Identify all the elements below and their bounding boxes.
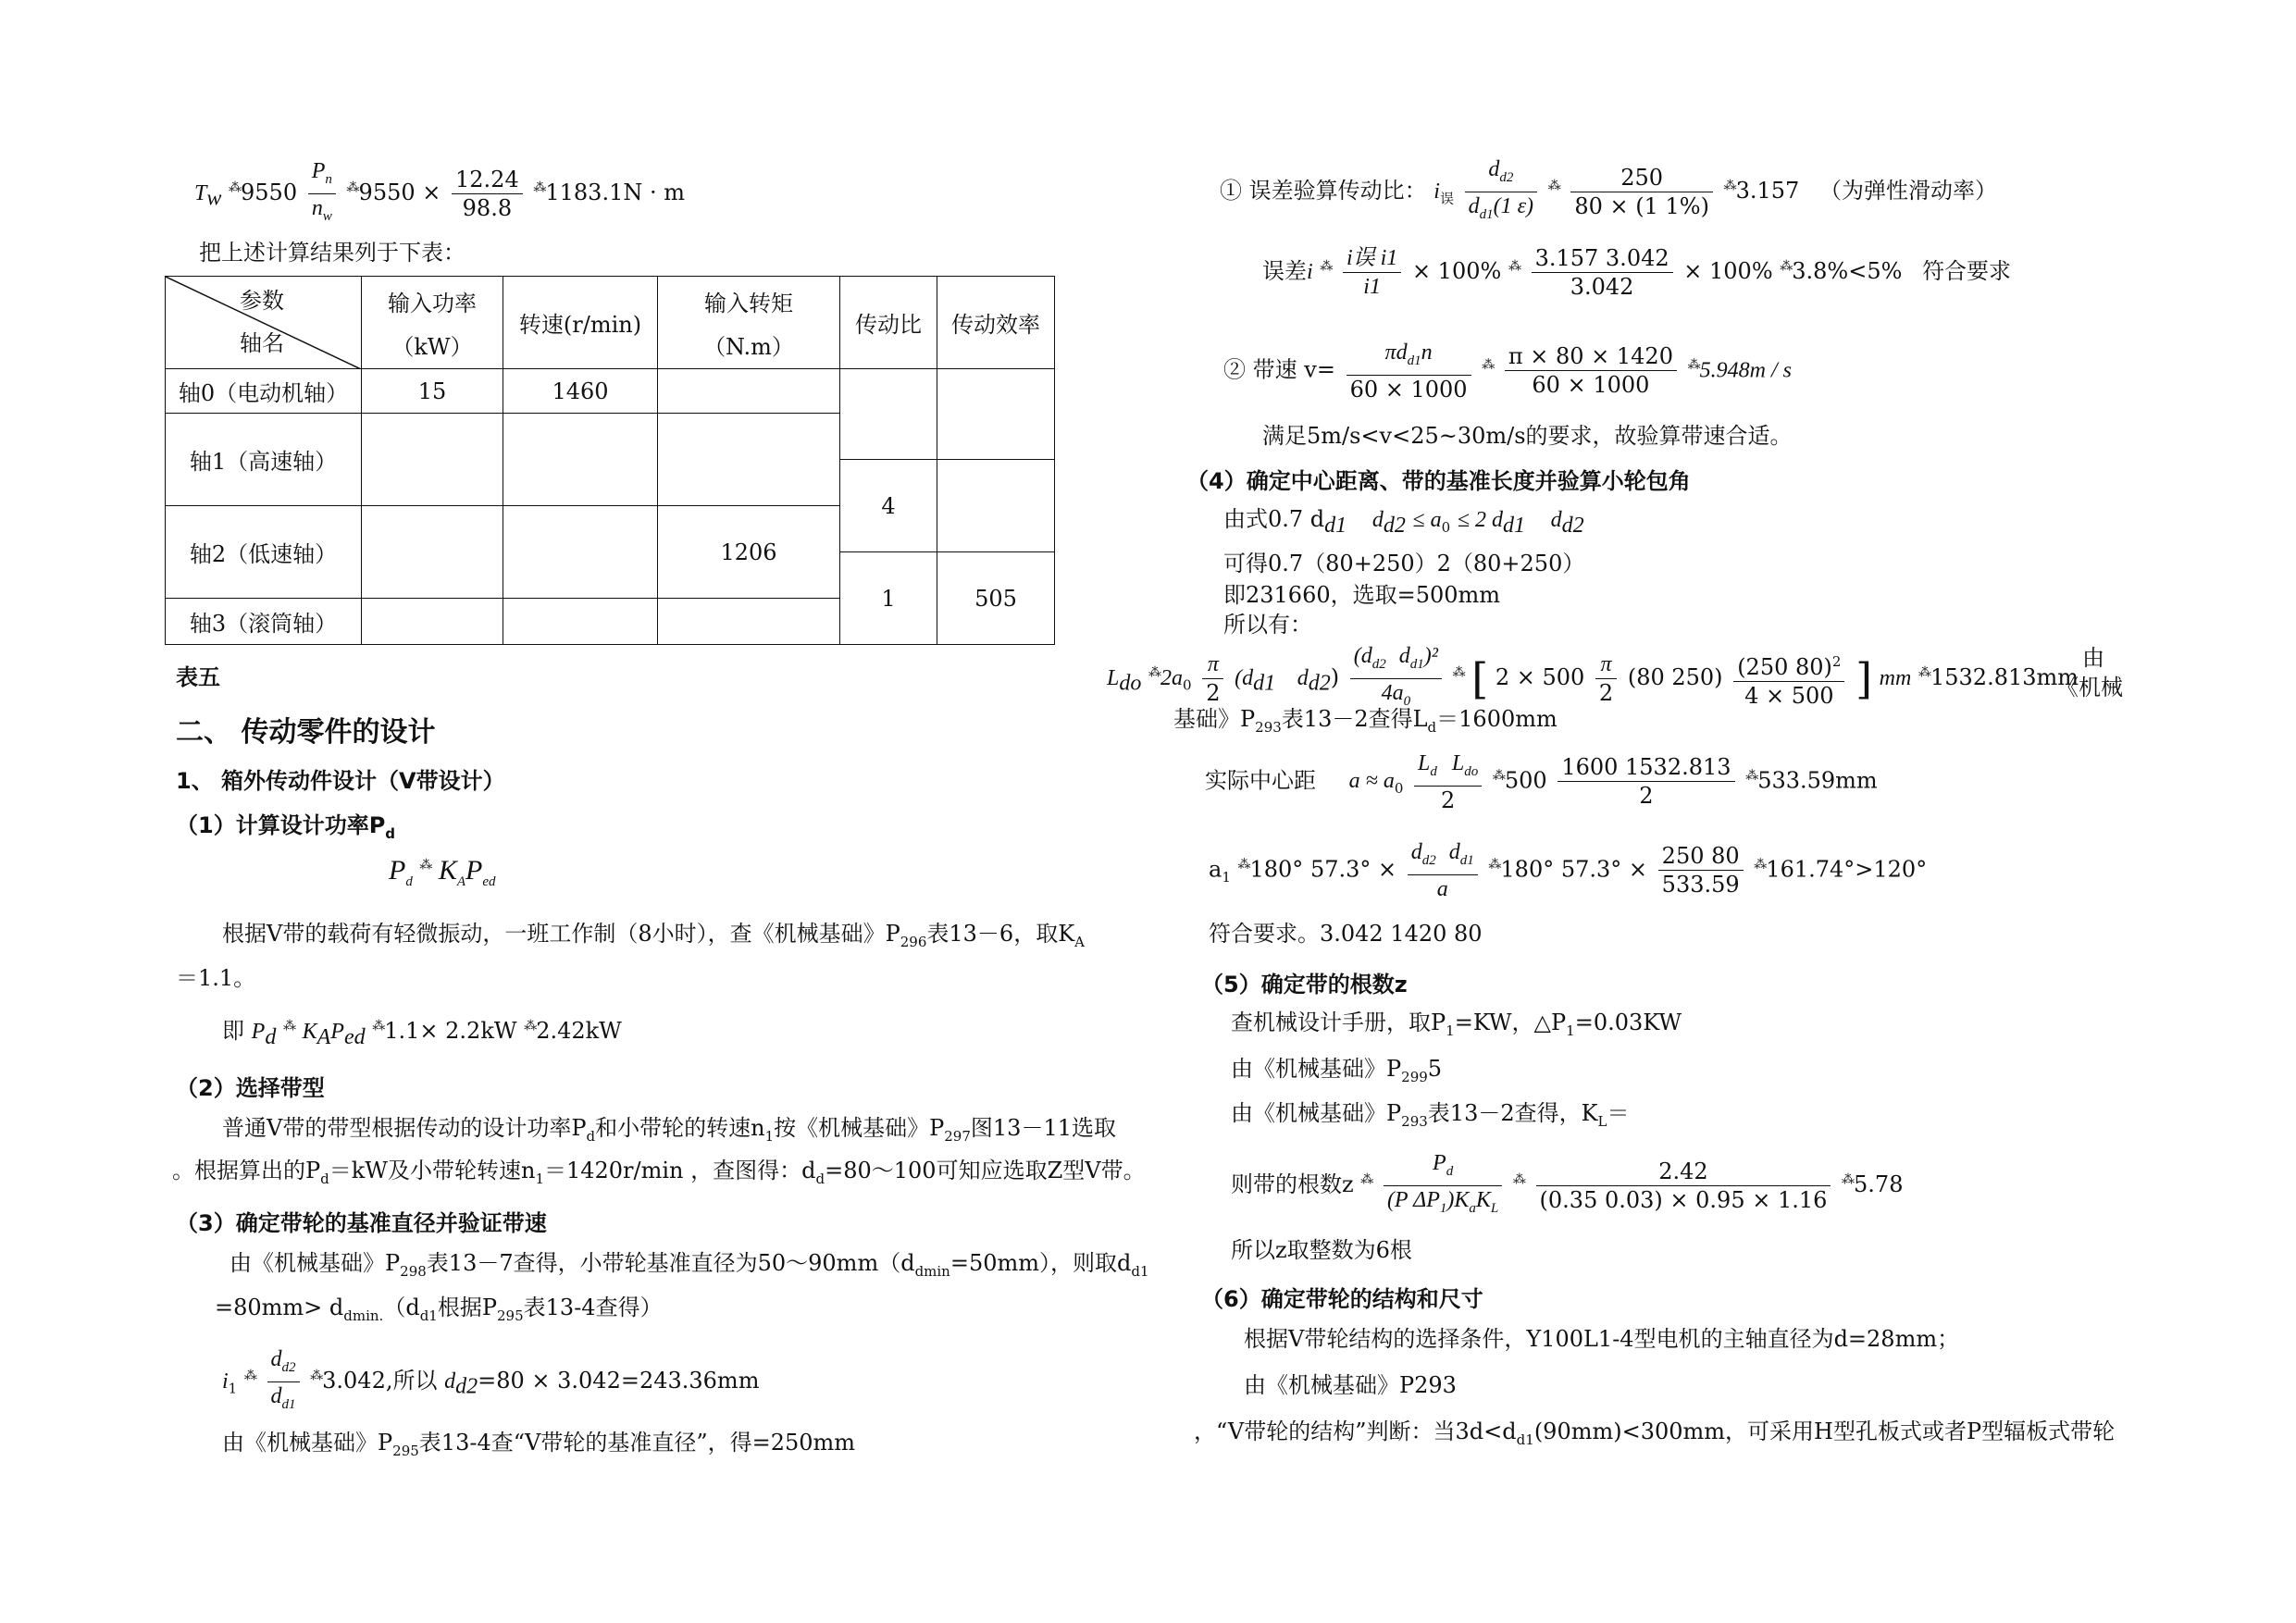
step4-inequality: 由式0.7 $d_{d1}$ $d_{d2} \le a_0 \le 2$ $d_{d1}$ $d_{d2}$	[1223, 506, 1584, 538]
row3-power	[362, 599, 503, 645]
row1-speed	[503, 414, 658, 506]
para-2-cont: 。根据算出的$P_d=kW$及小带轮转速$n_1=1420r/\min$ ，查图得：$d_d=80\sim 100$可知应选取Z型V带。	[172, 1158, 1146, 1187]
step5-a: 查机械设计手册，取$P_1=KW$，$\triangle P_1=0.03KW$	[1231, 1010, 1682, 1039]
belt-count-note: 所以z取整数为6根	[1231, 1237, 1412, 1263]
check-ratio: ① 误差验算传动比： $i_误$ $\frac{d_{d2}}{d_{d1}(1 \varepsilon)}$ ⁂ $\frac{250}{80 \times (1 1\%)}$ ⁂3.157 （为弹性滑动率）	[1220, 157, 1997, 222]
para-1: 根据V带的载荷有轻微振动，一班工作制（8小时），查《机械基础》$P_{296}$表13－6，取$K_A$	[222, 921, 1085, 950]
eff-empty-b	[937, 460, 1055, 552]
row1-torque	[658, 414, 840, 506]
eq-ldo: $L_{do}$ $^⁂2a_0$ $\frac{\pi}{2}$ ($d_{d1}$ $d_{d2}$) $\frac{(d_{d2} d_{d1})^2}{4a_0}$ ⁂ [ 2 × 500 $\frac{\pi}{2}$ (80 250) $\frac{(250 80)^2}{4 \times 500}$ ] mm ⁂1532.813mm	[1107, 644, 2079, 709]
step6-c: ，“V带轮的结构”判断：当$3d<d_{d1}(90mm)<300mm$，可采用H型孔板式或者P型辐板式带轮	[1194, 1419, 2116, 1448]
header-efficiency: 传动效率	[937, 277, 1055, 369]
step4-so: 所以有：	[1223, 612, 1312, 638]
ldo-side-2: 《机械	[2056, 675, 2123, 700]
header-power: 输入功率 （kW）	[362, 277, 503, 369]
step4-range: 可得0.7（80+250）2（80+250）	[1223, 551, 1585, 576]
row0-power: 15	[362, 369, 503, 414]
para-3-cont: $=80mm> d_{dmin.}(d_{d1}$根据$P_{295}$表13-4查得）	[215, 1295, 663, 1324]
row1-name: 轴1（高速轴）	[166, 414, 362, 506]
step2-title: （2）选择带型	[176, 1075, 325, 1101]
step1-title: （1）计算设计功率$P_d$	[176, 812, 396, 842]
row3-speed	[503, 599, 658, 645]
intro-text: 把上述计算结果列于下表：	[199, 240, 465, 266]
row2-torque: 1206	[658, 506, 840, 599]
ratio-empty	[840, 369, 937, 460]
para-3: 由《机械基础》$P_{298}$表13－7查得，小带轮基准直径为$50\sim 90mm(d_{dmin}=50mm)$，则取$d_{d1}$	[230, 1250, 1149, 1280]
step4-title: （4）确定中心距离、带的基准长度并验算小轮包角	[1186, 468, 1691, 494]
table-caption: 表五	[176, 664, 220, 690]
row3-name: 轴3（滚筒轴）	[166, 599, 362, 645]
row2-speed	[503, 506, 658, 599]
ldo-cont: 基础》$P_{293}$表13－2查得$L_d=1600mm$	[1173, 706, 1558, 736]
corner-bottom: 轴名	[240, 330, 284, 356]
subsection-1: 1、 箱外传动件设计（V带设计）	[176, 768, 505, 794]
step5-c: 由《机械基础》$P_{293}$表13－2查得，$K_L=$	[1231, 1100, 1630, 1130]
para-1-cont: ＝1.1。	[176, 965, 256, 991]
ratio-b: 1	[840, 552, 937, 645]
row2-name: 轴2（低速轴）	[166, 506, 362, 599]
eq-pd2: 即 $P_d$ ⁂ $K_AP_{ed}$ ⁂1.1× 2.2kW ⁂2.42kW	[222, 1018, 622, 1049]
row0-name: 轴0（电动机轴）	[166, 369, 362, 414]
belt-count: 则带的根数z ⁂ $\frac{P_d}{(P \Delta P_1)K_aK_L}$ ⁂ $\frac{2.42}{(0.35 0.03) \times 0.95 \times 1.16}$ ⁂5.78	[1231, 1151, 1904, 1216]
corner-cell	[166, 277, 362, 369]
row3-torque	[658, 599, 840, 645]
row1-power	[362, 414, 503, 506]
step5-title: （5）确定带的根数z	[1201, 972, 1408, 997]
para-4: 由《机械基础》$P_{295}$表13-4查“V带轮的基准直径”，得=250mm	[222, 1430, 856, 1459]
step6-a: 根据V带轮结构的选择条件，Y100L1-4型电机的主轴直径为d=28mm；	[1244, 1326, 1960, 1352]
parameter-table	[165, 276, 1055, 645]
corner-top: 参数	[240, 288, 284, 314]
eff-b: 505	[937, 552, 1055, 645]
error-check: 误差i ⁂ $\frac{\text{i误 i1}}{i1}$ × 100% ⁂ $\frac{3.157 3.042}{3.042}$ × 100% ⁂3.8%<5% 符合要求	[1262, 245, 2012, 300]
header-ratio: 传动比	[840, 277, 937, 369]
header-speed: 转速(r/min)	[503, 277, 658, 369]
step6-b: 由《机械基础》P293	[1244, 1372, 1457, 1398]
step5-b: 由《机械基础》$P_{299}5$	[1231, 1056, 1443, 1085]
ratio-a: 4	[840, 460, 937, 552]
header-torque: 输入转矩 （N.m）	[658, 277, 840, 369]
step3-title: （3）确定带轮的基准直径并验证带速	[176, 1210, 547, 1236]
para-2: 普通V带的带型根据传动的设计功率$P_d$和小带轮的转速$n_1$按《机械基础》$P_{297}$图13－11选取	[222, 1115, 1116, 1145]
eq-pd: $P_d$ ⁂ $K_AP_{ed}$	[389, 855, 496, 889]
belt-speed: ② 带速 v= $\frac{\pi d_{d1}n}{60 \times 1000}$ ⁂ $\frac{\pi \times 80 \times 1420}{60 \times 1000}$ ⁂5.948m / s	[1223, 341, 1792, 403]
eq-tw: $T_w$ ⁂9550 $\frac{P_n}{n_w}$ ⁂9550 × $\frac{12.24}{98.8}$ ⁂1183.1N · m	[194, 159, 685, 224]
angle-ok: 符合要求。3.042 1420 80	[1209, 921, 1483, 947]
row0-speed: 1460	[503, 369, 658, 414]
speed-note: 满足5m/s<v<25~30m/s的要求，故验算带速合适。	[1262, 423, 1793, 449]
section-title: 二、 传动零件的设计	[176, 716, 436, 749]
eff-empty-a	[937, 369, 1055, 460]
ldo-side-1: 由	[2082, 645, 2104, 671]
row2-power	[362, 506, 503, 599]
actual-center: 实际中心距 $a \approx a_0$ $\frac{L_d L_{do}}{2}$ ⁂500 $\frac{1600 1532.813}{2}$ ⁂533.59mm	[1205, 751, 1878, 813]
step4-choice: 即231660，选取=500mm	[1223, 582, 1501, 608]
eq-i1: $i_1$ ⁂ $\frac{d_{d2}}{d_{d1}}$ ⁂3.042,所以 $d_{d2}=80 \times 3.042=243.36mm$	[222, 1347, 760, 1412]
wrap-angle: $a_1$ ⁂180° 57.3° × $\frac{d_{d2} d_{d1}}{a}$ ⁂180° 57.3° × $\frac{250 80}{533.59}$ ⁂161.74°>120°	[1209, 840, 1928, 901]
row0-torque	[658, 369, 840, 414]
step6-title: （6）确定带轮的结构和尺寸	[1201, 1286, 1483, 1312]
